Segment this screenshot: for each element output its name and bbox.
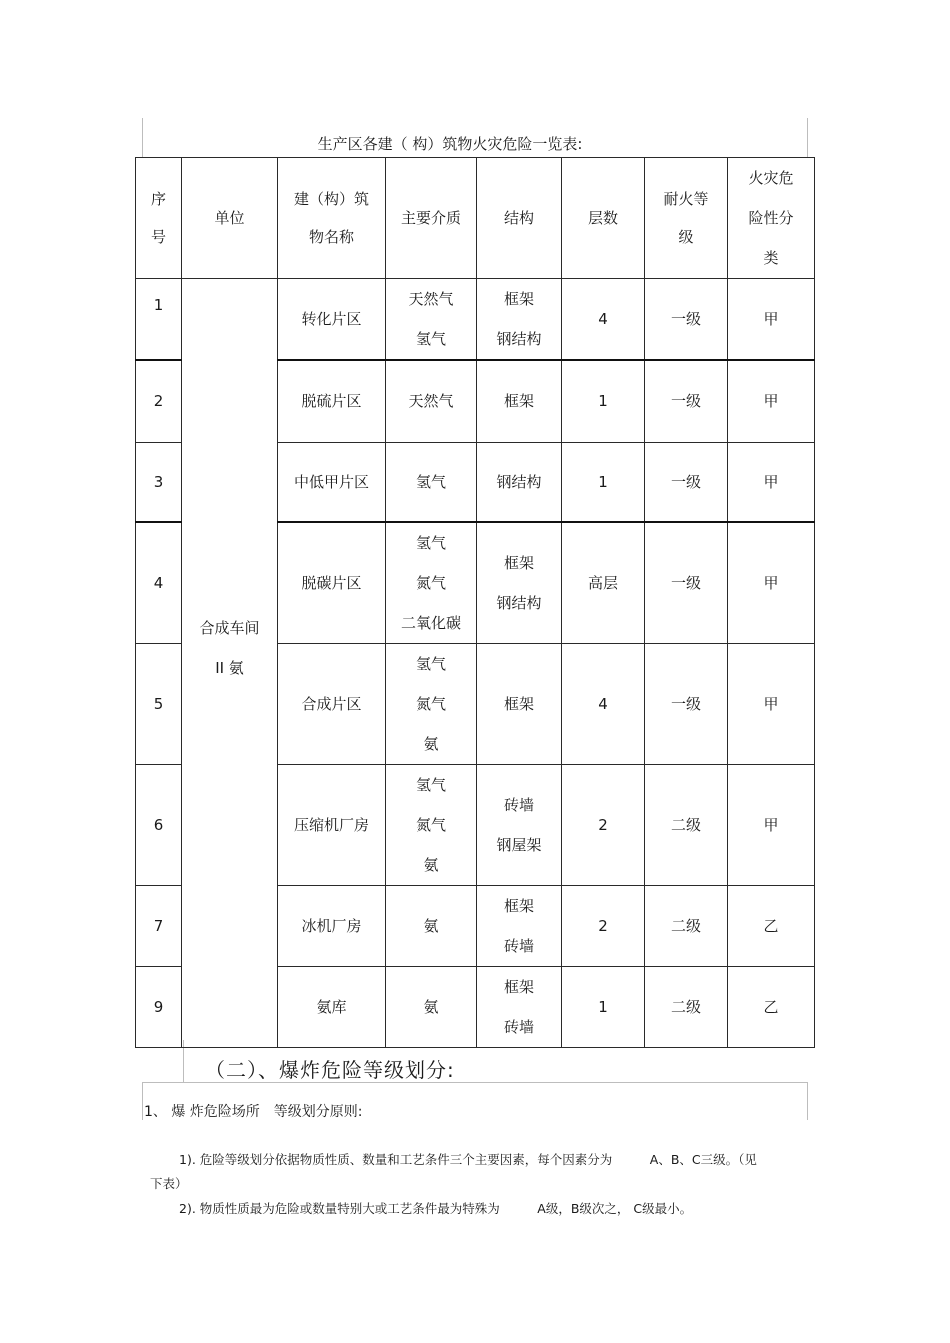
cell-medium [386,522,477,644]
header-line: 序 [150,190,166,208]
cell-structure [477,360,562,442]
cell-no: 9 [136,967,182,1048]
paragraph-1-line-2: 下表） [150,1176,188,1191]
header-line: 火灾危 [748,169,794,187]
structure-line: 砖墙 [503,796,534,814]
header-hazard-class [728,158,815,279]
structure-line: 钢屋架 [496,836,542,854]
cell-floors: 4 [562,279,645,361]
cell-medium [386,279,477,361]
cell-floors: 1 [562,967,645,1048]
cell-fire-rating: 一级 [645,644,728,765]
header-unit [182,158,278,279]
header-line: 耐火等 [663,190,709,208]
cell-hazard-class: 乙 [728,886,815,967]
structure-line: 钢结构 [496,594,542,612]
structure-line: 砖墙 [503,937,534,955]
cell-no: 1 [136,279,182,361]
cell-building-name: 脱硫片区 [278,360,386,442]
page-guide-left-bottom [142,1082,143,1120]
table-header-row [136,158,815,279]
header-line: 层数 [587,209,618,227]
header-line: 号 [150,228,166,246]
paragraph-2: 2). 物质性质最为危险或数量特别大或工艺条件最为特殊为 A级，B级次之， C级最小。 [179,1201,693,1216]
cell-building-name: 中低甲片区 [278,442,386,522]
header-line: 建（构）筑 [293,190,369,208]
header-line: 结构 [503,209,534,227]
cell-floors: 1 [562,442,645,522]
cell-structure [477,279,562,361]
medium-line: 氨 [423,856,439,874]
fire-hazard-table [135,157,815,1048]
section-title: （二）、爆炸危险等级划分: [205,1058,455,1082]
header-building-name [278,158,386,279]
cell-structure [477,886,562,967]
medium-line: 氮气 [415,695,446,713]
cell-fire-rating: 二级 [645,967,728,1048]
cell-no: 7 [136,886,182,967]
cell-structure [477,522,562,644]
medium-line: 天然气 [408,290,454,308]
cell-no: 3 [136,442,182,522]
cell-floors: 4 [562,644,645,765]
unit-line: II 氨 [215,659,244,677]
medium-line: 氢气 [415,330,446,348]
cell-building-name: 压缩机厂房 [278,765,386,886]
cell-hazard-class: 甲 [728,644,815,765]
table-caption: 生产区各建（ 构）筑物火灾危险一览表: [317,135,583,153]
paragraph-1-line-1: 1). 危险等级划分依据物质性质、数量和工艺条件三个主要因素，每个因素分为 A、B、C三级。（见 [179,1152,757,1167]
medium-line: 天然气 [408,392,454,411]
structure-line: 框架 [503,978,534,996]
medium-line: 氢气 [415,776,446,794]
page-guide-right-bottom [807,1082,808,1120]
cell-no: 4 [136,522,182,644]
cell-floors: 2 [562,765,645,886]
table-row [136,279,815,361]
header-fire-rating [645,158,728,279]
cell-no: 6 [136,765,182,886]
cell-structure [477,967,562,1048]
structure-line: 钢结构 [496,330,542,348]
header-line: 主要介质 [400,209,461,227]
structure-line: 框架 [503,554,534,572]
structure-line: 砖墙 [503,1018,534,1036]
header-line: 物名称 [308,228,354,246]
cell-structure [477,644,562,765]
header-line: 类 [763,249,779,267]
medium-line: 氢气 [415,472,446,491]
cell-building-name: 冰机厂房 [278,886,386,967]
cell-fire-rating: 一级 [645,442,728,522]
header-line: 险性分 [748,209,794,227]
cell-fire-rating: 一级 [645,522,728,644]
cell-hazard-class: 甲 [728,522,815,644]
cell-floors: 高层 [562,522,645,644]
structure-line: 框架 [503,695,534,713]
cell-no: 2 [136,360,182,442]
cell-floors: 2 [562,886,645,967]
cell-no: 5 [136,644,182,765]
header-medium [386,158,477,279]
structure-line: 钢结构 [496,472,542,491]
header-no [136,158,182,279]
cell-building-name: 转化片区 [278,279,386,361]
cell-unit [182,279,278,1048]
cell-hazard-class: 甲 [728,279,815,361]
cell-building-name: 氨库 [278,967,386,1048]
cell-floors: 1 [562,360,645,442]
cell-medium [386,360,477,442]
cell-building-name: 合成片区 [278,644,386,765]
medium-line: 氨 [423,735,439,753]
header-structure [477,158,562,279]
cell-hazard-class: 甲 [728,442,815,522]
cell-medium [386,967,477,1048]
medium-line: 氨 [423,998,439,1016]
structure-line: 框架 [503,290,534,308]
cell-medium [386,765,477,886]
cell-medium [386,442,477,522]
cell-hazard-class: 乙 [728,967,815,1048]
cell-building-name: 脱碳片区 [278,522,386,644]
cell-medium [386,886,477,967]
cell-hazard-class: 甲 [728,765,815,886]
header-floors [562,158,645,279]
cell-fire-rating: 一级 [645,360,728,442]
structure-line: 框架 [503,392,534,411]
cell-medium [386,644,477,765]
header-line: 级 [678,228,694,246]
unit-line: 合成车间 [199,619,260,637]
medium-line: 氢气 [415,655,446,673]
cell-fire-rating: 二级 [645,765,728,886]
cell-structure [477,765,562,886]
structure-line: 框架 [503,897,534,915]
header-line: 单位 [214,209,245,227]
cell-hazard-class: 甲 [728,360,815,442]
cell-structure [477,442,562,522]
medium-line: 氮气 [415,816,446,834]
cell-fire-rating: 二级 [645,886,728,967]
cell-fire-rating: 一级 [645,279,728,361]
medium-line: 二氧化碳 [400,614,461,632]
medium-line: 氢气 [415,534,446,552]
medium-line: 氨 [423,917,439,935]
item-1-heading: 1、 爆 炸危险场所 等级划分原则: [144,1104,363,1120]
medium-line: 氮气 [415,574,446,592]
